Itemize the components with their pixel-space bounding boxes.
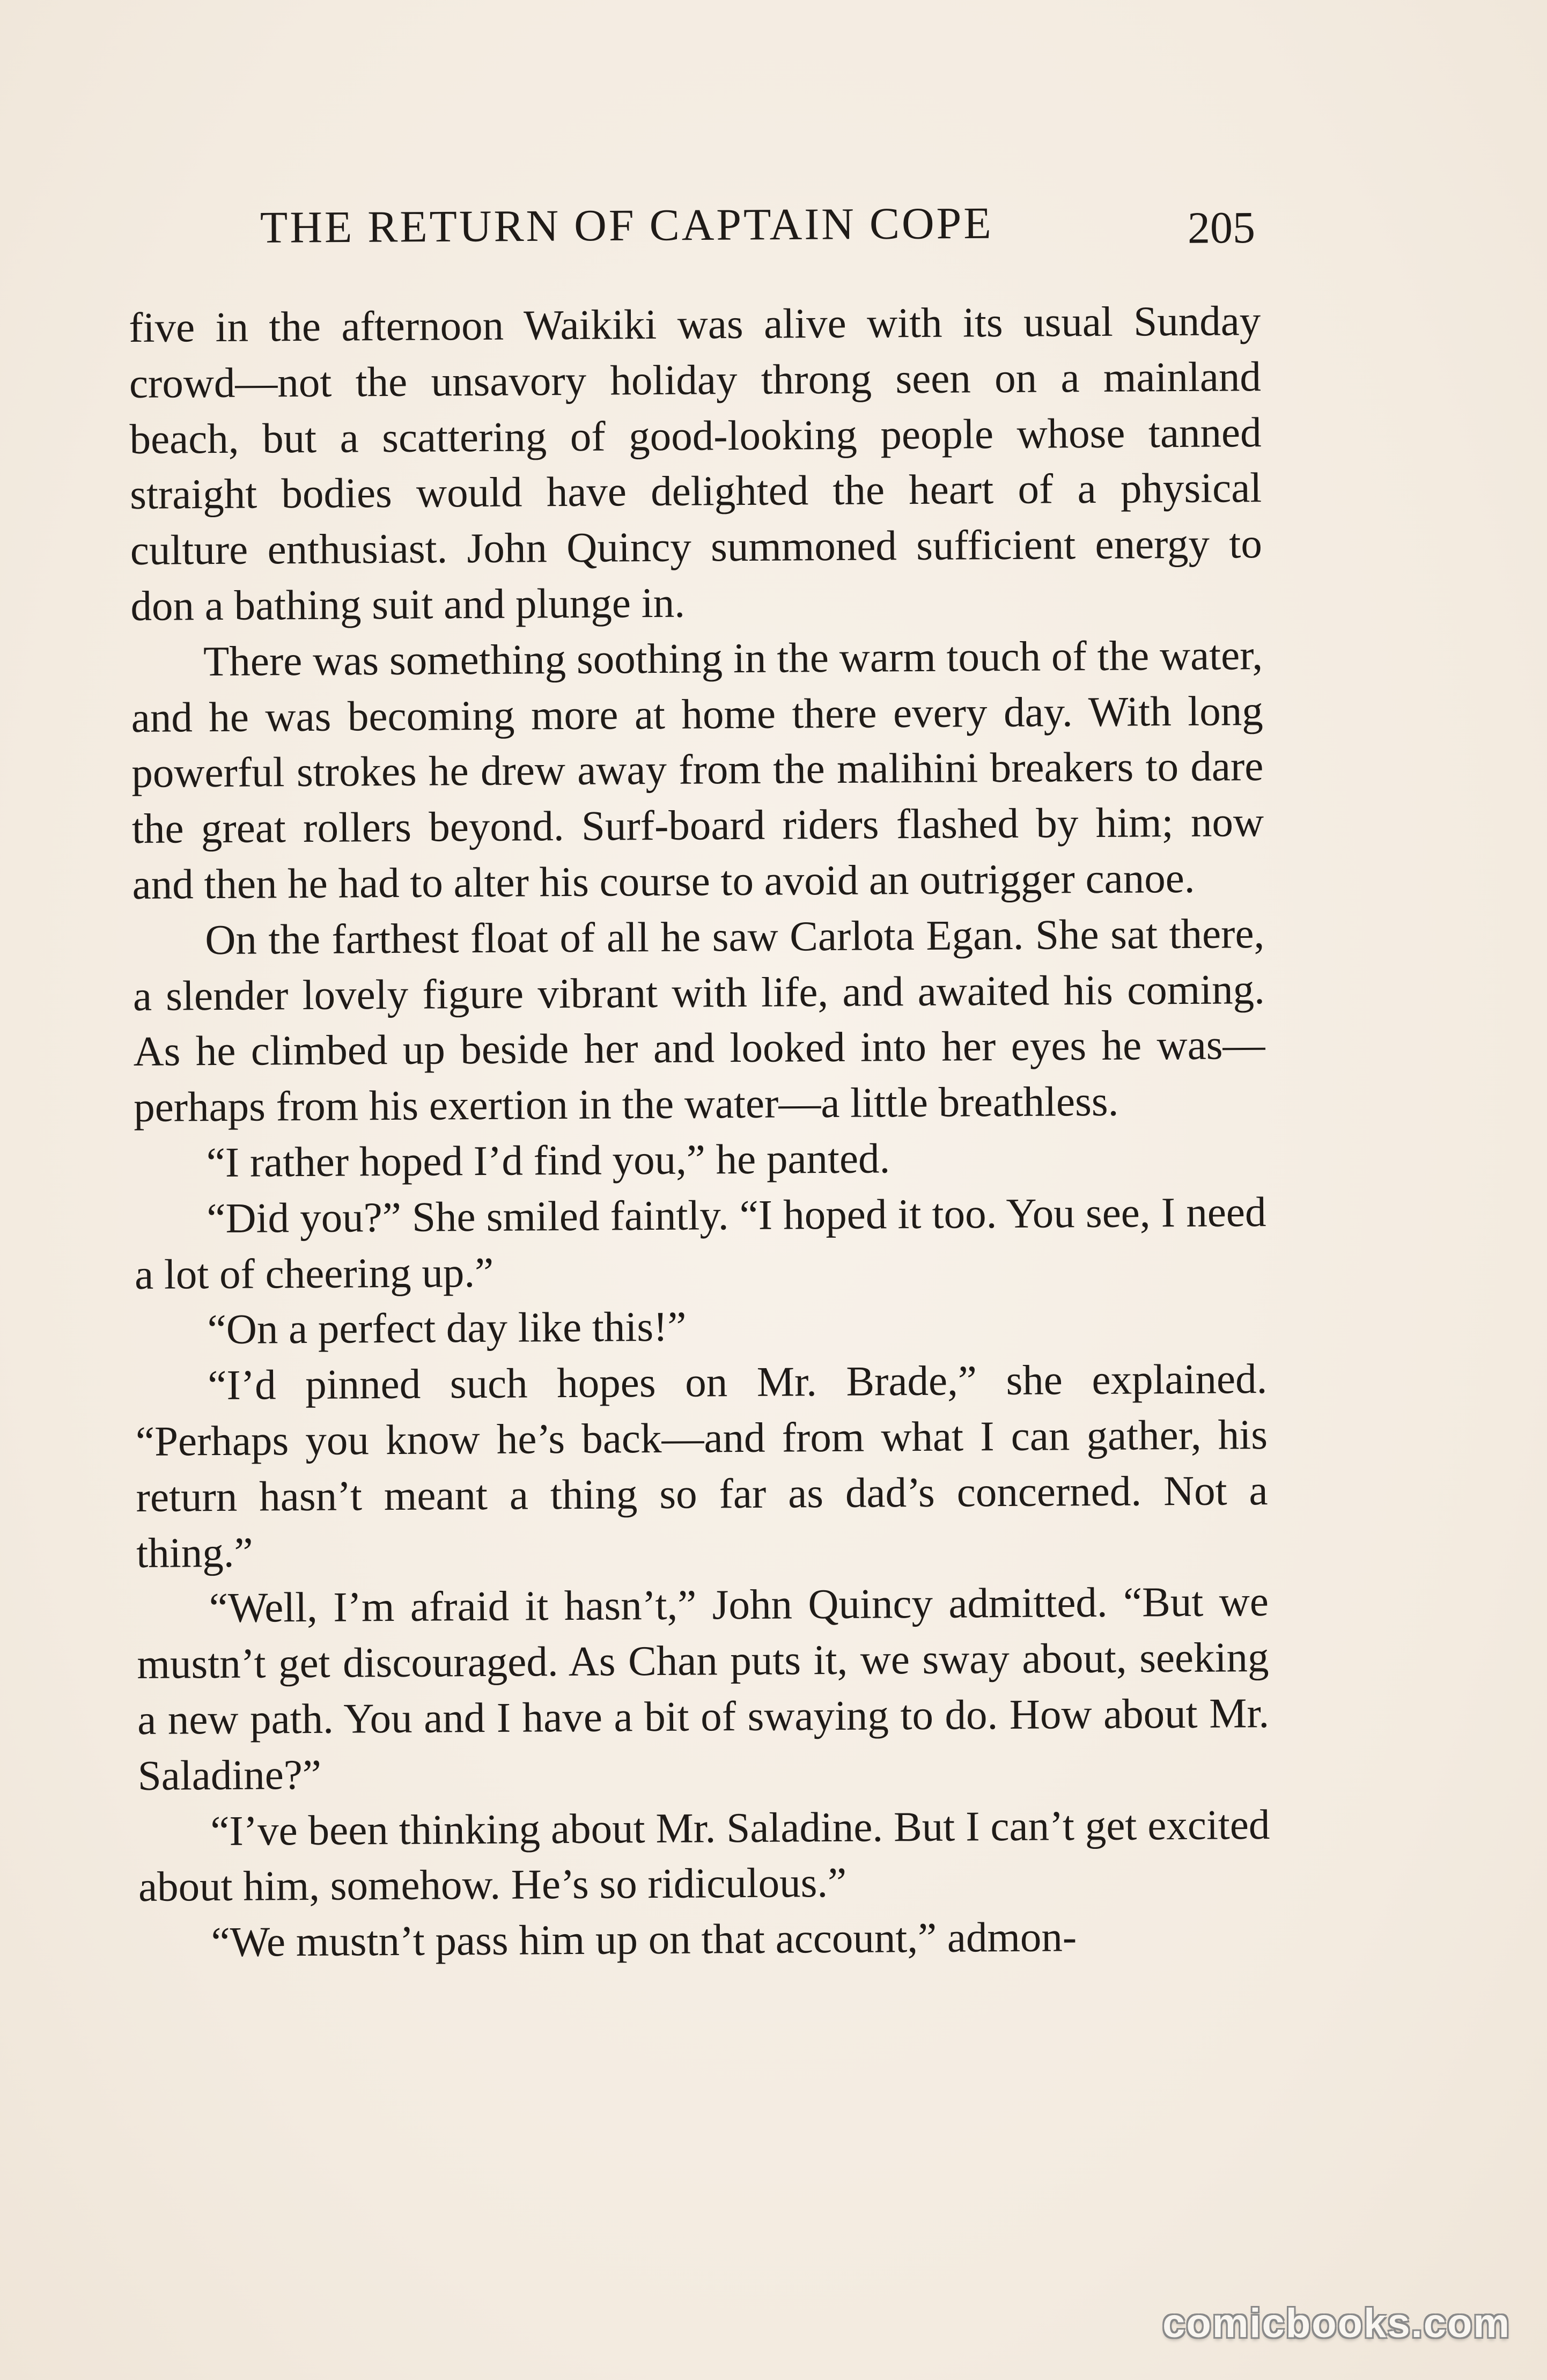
watermark: comicbooks.com — [1162, 2301, 1511, 2346]
page-number: 205 — [1187, 203, 1256, 253]
paragraph-continuation: five in the afternoon Waikiki was alive with its usual Sunday crowd—not the unsavory holiday throng seen on a mainland beach, but a scattering of good-looking people whose tanned straight bodies would have delighted the heart of a physical culture enthusiast. John Quincy summoned sufficient energy to don a bathing suit and plunge in. — [129, 298, 1263, 630]
paragraph: “I’d pinned such hopes on Mr. Brade,” she explained. “Perhaps you know he’s back—and from what I can gather, his return hasn’t meant a thing so far as dad’s concerned. Not a thing.” — [135, 1356, 1268, 1577]
paragraph: “We mustn’t pass him up on that account,” admon- — [211, 1914, 1077, 1966]
paragraph: On the farthest float of all he saw Carlota Egan. She sat there, a slender lovely figure vibrant with life, and awaited his coming. As he climbed up beside her and looked into her eyes he was—perhaps from his exertion in the water—a little breathless. — [132, 910, 1265, 1132]
page-header — [260, 199, 1255, 258]
paragraph: “Well, I’m afraid it hasn’t,” John Quincy admitted. “But we mustn’t get discouraged. As Chan puts it, we sway about, seeking a new path. You and I have a bit of swaying to do. How about Mr. Saladine?” — [137, 1578, 1270, 1799]
paragraph: There was something soothing in the warm touch of the water, and he was becoming more at home there every day. With long powerful strokes he drew away from the malihini breakers to dare the great rollers beyond. Surf-board riders flashed by him; now and then he had to alter his course to avoid an outrigger canoe. — [131, 631, 1264, 908]
paragraph: “On a perfect day like this!” — [207, 1304, 687, 1354]
paragraph: “I rather hoped I’d find you,” he panted. — [206, 1135, 890, 1187]
paragraph: “Did you?” She smiled faintly. “I hoped it too. You see, I need a lot of cheering up.” — [134, 1188, 1266, 1298]
running-head: THE RETURN OF CAPTAIN COPE — [260, 198, 993, 253]
paragraph: “I’ve been thinking about Mr. Saladine. But I can’t get excited about him, somehow. He’s so ridiculous.” — [138, 1801, 1270, 1911]
body-text — [129, 293, 1271, 1971]
